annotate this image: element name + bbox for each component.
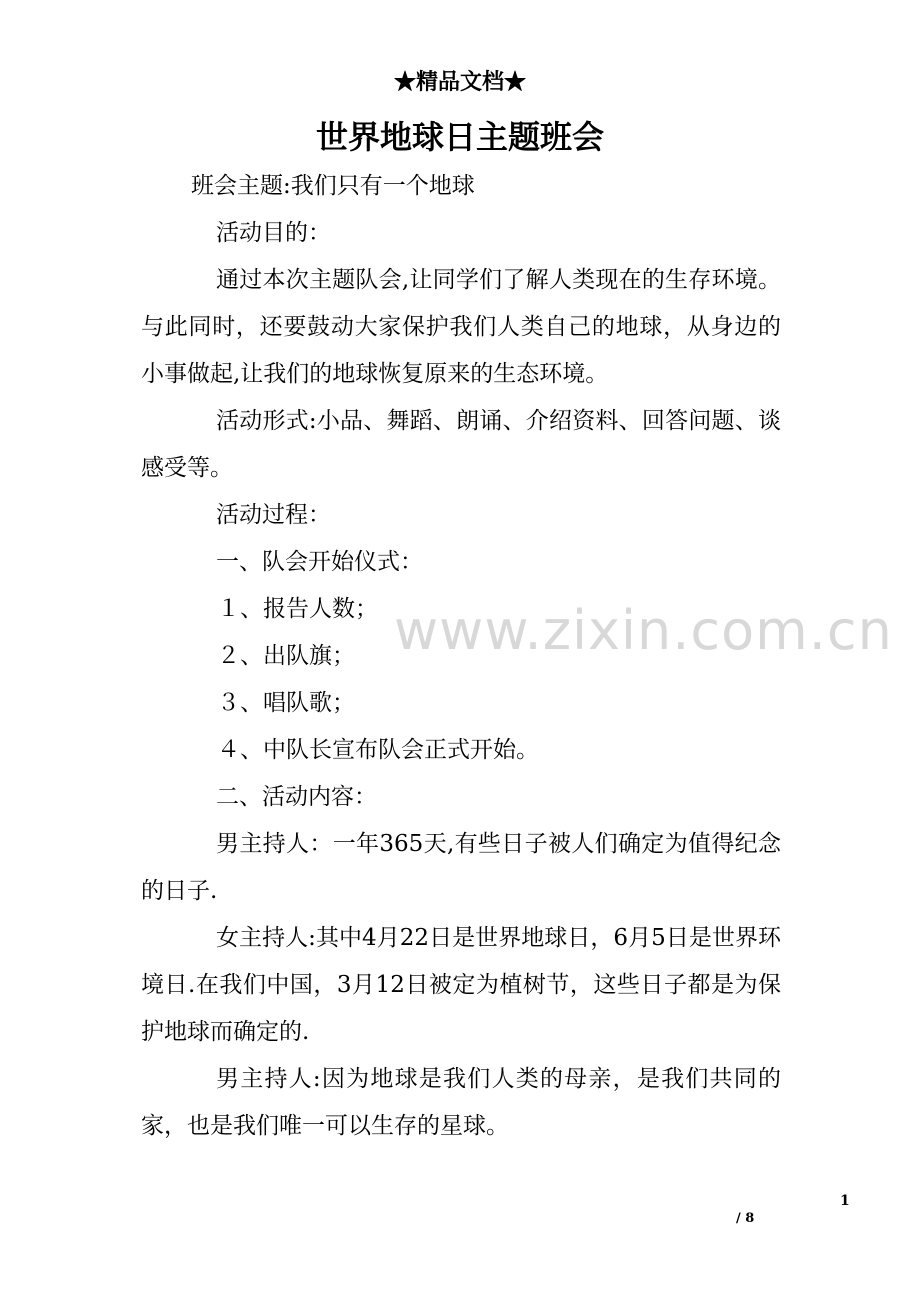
document-banner: ★精品文档★ bbox=[393, 69, 526, 95]
watermark: www.zixin.com.cn bbox=[394, 599, 893, 662]
paragraph-process-heading: 活动过程： bbox=[216, 502, 331, 528]
paragraph-subject: 班会主题:我们只有一个地球 bbox=[191, 173, 475, 199]
list-item: ２、出队旗； bbox=[217, 643, 355, 669]
paragraph-male-host-2: 男主持人:因为地球是我们人类的母亲，是我们共同的家，也是我们唯一可以生存的星球。 bbox=[141, 1066, 781, 1139]
paragraph-female-host: 女主持人:其中4月22日是世界地球日，6月5日是世界环境日.在我们中国，3月12日被定为植树节，这些日子都是为保护地球而确定的. bbox=[141, 925, 781, 1045]
paragraph-format: 活动形式:小品、舞蹈、朗诵、介绍资料、回答问题、谈感受等。 bbox=[141, 408, 781, 481]
list-item: ４、中队长宣布队会正式开始。 bbox=[217, 737, 539, 763]
paragraph-purpose: 通过本次主题队会,让同学们了解人类现在的生存环境。与此同时，还要鼓动大家保护我们人类自己的地球，从身边的小事做起,让我们的地球恢复原来的生态环境。 bbox=[141, 267, 781, 387]
paragraph-section-two: 二、活动内容： bbox=[216, 784, 377, 810]
list-item: ３、唱队歌； bbox=[217, 690, 355, 716]
page-total: / 8 bbox=[736, 1211, 755, 1226]
page-number: 1 bbox=[840, 1193, 850, 1209]
paragraph-male-host-1: 男主持人：一年365天,有些日子被人们确定为值得纪念的日子. bbox=[141, 831, 781, 904]
paragraph-section-one: 一、队会开始仪式： bbox=[216, 549, 423, 575]
document-title: 世界地球日主题班会 bbox=[315, 118, 604, 156]
paragraph-purpose-heading: 活动目的： bbox=[216, 220, 331, 246]
list-item: １、报告人数； bbox=[217, 596, 378, 622]
